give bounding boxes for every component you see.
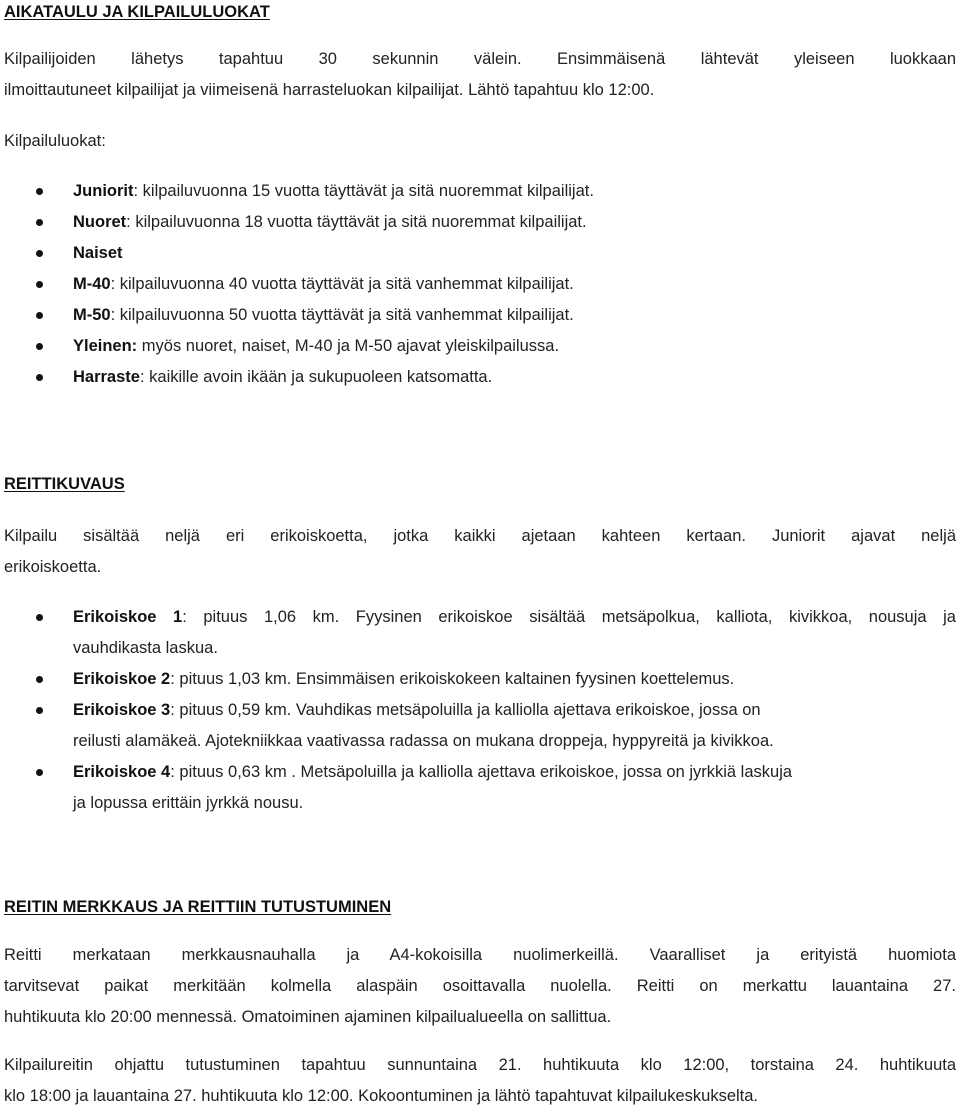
list-item bbox=[4, 602, 956, 664]
schedule-intro bbox=[4, 44, 956, 106]
bullet-icon bbox=[36, 188, 43, 195]
list-item-text: : pituus 1,06 km. Fyysinen erikoiskoe sisältää metsäpolkua, kalliota, kivikkoa, nousuja ja bbox=[182, 608, 956, 626]
list-item-term: Juniorit bbox=[73, 182, 134, 200]
classes-label-text: Kilpailuluokat: bbox=[4, 132, 106, 150]
schedule-heading: AIKATAULU JA KILPAILULUOKAT bbox=[4, 3, 270, 21]
marking-para1-line-2: tarvitsevat paikat merkitään kolmella alaspäin osoittavalla nuolella. Reitti on merkattu lauantaina 27. bbox=[4, 977, 956, 995]
list-item-term: Nuoret bbox=[73, 213, 127, 231]
bullet-icon bbox=[36, 769, 43, 776]
list-item bbox=[4, 664, 956, 695]
list-item-term: Erikoiskoe 4 bbox=[73, 763, 171, 781]
list-item-text: : kilpailuvuonna 50 vuotta täyttävät ja sitä vanhemmat kilpailijat. bbox=[110, 306, 574, 324]
list-item-text: : kilpailuvuonna 15 vuotta täyttävät ja sitä nuoremmat kilpailijat. bbox=[133, 182, 594, 200]
bullet-icon bbox=[36, 250, 43, 257]
route-intro-line-2: erikoiskoetta. bbox=[4, 558, 102, 576]
classes-list bbox=[4, 176, 956, 393]
list-item-text: : kilpailuvuonna 40 vuotta täyttävät ja sitä vanhemmat kilpailijat. bbox=[110, 275, 574, 293]
list-item-continuation: vauhdikasta laskua. bbox=[73, 639, 218, 657]
list-item bbox=[4, 300, 956, 331]
bullet-icon bbox=[36, 707, 43, 714]
list-item-term: M-40 bbox=[73, 275, 111, 293]
classes-label bbox=[4, 126, 956, 157]
list-item bbox=[4, 176, 956, 207]
list-item-term: Erikoiskoe 2 bbox=[73, 670, 171, 688]
bullet-icon bbox=[36, 343, 43, 350]
list-item bbox=[4, 757, 956, 819]
stages-list bbox=[4, 602, 956, 819]
bullet-icon bbox=[36, 676, 43, 683]
list-item bbox=[4, 695, 956, 757]
list-item-continuation: reilusti alamäkeä. Ajotekniikkaa vaativassa radassa on mukana droppeja, hyppyreitä ja kivikkoa. bbox=[73, 732, 774, 750]
route-intro-line-1: Kilpailu sisältää neljä eri erikoiskoetta, jotka kaikki ajetaan kahteen kertaan. Juniorit ajavat neljä bbox=[4, 527, 956, 545]
list-item-term: Erikoiskoe 3 bbox=[73, 701, 171, 719]
marking-paragraph-1 bbox=[4, 940, 956, 1033]
marking-para1-line-1: Reitti merkataan merkkausnauhalla ja A4-kokoisilla nuolimerkeillä. Vaaralliset ja erityistä huomiota bbox=[4, 946, 956, 964]
route-heading: REITTIKUVAUS bbox=[4, 475, 125, 493]
marking-heading: REITIN MERKKAUS JA REITTIIN TUTUSTUMINEN bbox=[4, 898, 392, 916]
marking-para2-line-2: klo 18:00 ja lauantaina 27. huhtikuuta klo 12:00. Kokoontuminen ja lähtö tapahtuvat kilpailukeskukselta. bbox=[4, 1087, 759, 1105]
bullet-icon bbox=[36, 614, 43, 621]
list-item-continuation: ja lopussa erittäin jyrkkä nousu. bbox=[73, 794, 304, 812]
list-item-text: : pituus 0,59 km. Vauhdikas metsäpoluilla ja kalliolla ajettava erikoiskoe, jossa on bbox=[170, 701, 761, 719]
list-item-term: Harraste bbox=[73, 368, 140, 386]
list-item bbox=[4, 238, 956, 269]
bullet-icon bbox=[36, 374, 43, 381]
bullet-icon bbox=[36, 312, 43, 319]
list-item-term: Yleinen: bbox=[73, 337, 138, 355]
list-item bbox=[4, 207, 956, 238]
list-item-term: Naiset bbox=[73, 244, 123, 262]
list-item-text: : pituus 0,63 km . Metsäpoluilla ja kalliolla ajettava erikoiskoe, jossa on jyrkkiä laskuja bbox=[170, 763, 793, 781]
marking-para1-line-3: huhtikuuta klo 20:00 mennessä. Omatoiminen ajaminen kilpailualueella on sallittua. bbox=[4, 1008, 612, 1026]
list-item bbox=[4, 331, 956, 362]
schedule-intro-line-2: ilmoittautuneet kilpailijat ja viimeisenä harrasteluokan kilpailijat. Lähtö tapahtuu klo 12:00. bbox=[4, 81, 655, 99]
marking-paragraph-2 bbox=[4, 1050, 956, 1112]
list-item-text: : kilpailuvuonna 18 vuotta täyttävät ja sitä nuoremmat kilpailijat. bbox=[126, 213, 587, 231]
list-item bbox=[4, 269, 956, 300]
bullet-icon bbox=[36, 281, 43, 288]
route-intro bbox=[4, 521, 956, 583]
list-item-term: M-50 bbox=[73, 306, 111, 324]
list-item-term: Erikoiskoe 1 bbox=[73, 608, 183, 626]
list-item-text: : kaikille avoin ikään ja sukupuoleen katsomatta. bbox=[139, 368, 493, 386]
marking-para2-line-1: Kilpailureitin ohjattu tutustuminen tapahtuu sunnuntaina 21. huhtikuuta klo 12:00, torstaina 24. huhtikuuta bbox=[4, 1056, 956, 1074]
schedule-intro-line-1: Kilpailijoiden lähetys tapahtuu 30 sekunnin välein. Ensimmäisenä lähtevät yleiseen luokkaan bbox=[4, 50, 956, 68]
list-item-text: : pituus 1,03 km. Ensimmäisen erikoiskokeen kaltainen fyysinen koettelemus. bbox=[170, 670, 735, 688]
list-item bbox=[4, 362, 956, 393]
list-item-text: myös nuoret, naiset, M-40 ja M-50 ajavat yleiskilpailussa. bbox=[137, 337, 560, 355]
bullet-icon bbox=[36, 219, 43, 226]
